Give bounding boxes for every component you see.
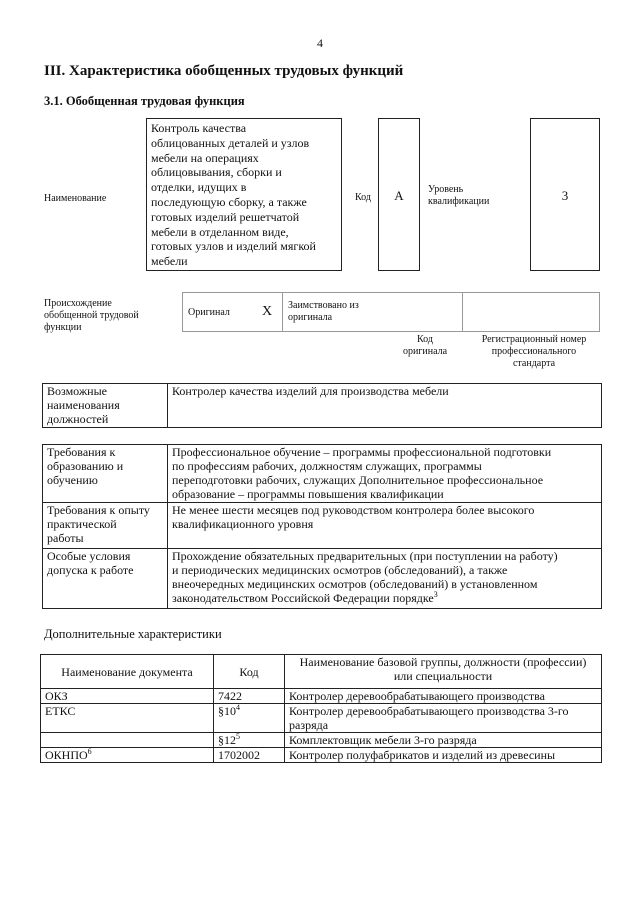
origin-label-2: обобщенной трудовой	[44, 310, 139, 321]
col-header-doc: Наименование документа	[41, 655, 214, 689]
origin-reg-caption-3: стандарта	[512, 358, 556, 369]
section-title: III. Характеристика обобщенных трудовых функций	[44, 63, 404, 79]
positions-label-3: должностей	[47, 412, 109, 426]
doc-name: ОКНПО	[45, 748, 88, 762]
req-conditions-label-2: допуска к работе	[47, 563, 134, 577]
name-cell	[285, 704, 602, 733]
req-education-line-3: переподготовки рабочих, служащих Дополнительное профессиональное	[172, 473, 544, 487]
origin-original-label: Оригинал	[188, 307, 230, 318]
doc-cell	[41, 689, 214, 704]
origin-code-caption-1: Код	[417, 334, 433, 345]
positions-value: Контролер качества изделий для производства мебели	[168, 384, 602, 428]
positions-label	[43, 384, 168, 428]
req-education-line-4: образование – программы повышения квалификации	[172, 487, 444, 501]
req-education-value	[168, 445, 602, 503]
doc-name: ЕТКС	[45, 704, 76, 718]
req-experience-label-1: Требования к опыту	[47, 503, 150, 517]
code-value: §10	[218, 704, 236, 718]
code-cell	[214, 748, 285, 763]
additional-title: Дополнительные характеристики	[44, 627, 222, 641]
code-value: §12	[218, 733, 236, 747]
col-header-name-1: Наименование базовой группы, должности (профессии)	[299, 655, 587, 669]
req-conditions-line-2: и периодических медицинских осмотров (обследований), а также	[172, 563, 508, 577]
gtf-name-line: последующую сборку, а также	[151, 194, 307, 209]
positions-table	[42, 383, 602, 428]
code-cell	[214, 704, 285, 733]
code-value: 7422	[218, 689, 242, 703]
gtf-level-label-2: квалификации	[428, 196, 490, 207]
col-header-code: Код	[214, 655, 285, 689]
origin-label-1: Происхождение	[44, 298, 112, 309]
name-line: Контролер деревообрабатывающего производства	[289, 689, 545, 703]
subsection-title: 3.1. Обобщенная трудовая функция	[44, 94, 245, 108]
req-conditions-label	[43, 549, 168, 609]
req-conditions-line-4-text: законодательством Российской Федерации порядке	[172, 591, 434, 605]
positions-label-1: Возможные	[47, 384, 107, 398]
doc-cell	[41, 733, 214, 748]
req-education-label-1: Требования к	[47, 445, 116, 459]
req-experience-line-1: Не менее шести месяцев под руководством контролера более высокого	[172, 503, 535, 517]
req-conditions-line-4	[172, 591, 597, 605]
name-cell	[285, 748, 602, 763]
col-header-name	[285, 655, 602, 689]
table-row	[41, 733, 602, 748]
req-education-label-2: образованию и	[47, 459, 124, 473]
table-row	[41, 704, 602, 733]
name-line: разряда	[289, 718, 329, 732]
req-experience-value	[168, 503, 602, 549]
req-conditions-label-1: Особые условия	[47, 549, 131, 563]
gtf-name-box	[146, 118, 342, 271]
code-footnote: 4	[236, 703, 240, 712]
req-education-label	[43, 445, 168, 503]
gtf-name-line: мебели	[151, 254, 188, 269]
gtf-name-line: готовых узлов и изделий мягкой	[151, 239, 316, 254]
requirements-table	[42, 444, 602, 609]
origin-code-caption-2: оригинала	[402, 346, 448, 357]
gtf-name-line: облицовывания, сборки и	[151, 165, 282, 180]
table-row	[41, 748, 602, 763]
gtf-level-box	[530, 118, 600, 271]
name-cell	[285, 733, 602, 748]
gtf-name-text	[151, 121, 316, 269]
doc-cell	[41, 704, 214, 733]
gtf-name-line: готовых изделий решетчатой	[151, 209, 300, 224]
additional-table	[40, 654, 602, 763]
req-conditions-line-1: Прохождение обязательных предварительных (при поступлении на работу)	[172, 549, 558, 563]
code-footnote: 5	[236, 732, 240, 741]
origin-divider-1	[282, 292, 283, 332]
gtf-code-box	[378, 118, 420, 271]
req-education-line-2: по профессиям рабочих, должностям служащих, программы	[172, 459, 482, 473]
gtf-name-line: отделки, идущих в	[151, 180, 247, 195]
positions-label-2: наименования	[47, 398, 120, 412]
gtf-name-line: Контроль качества	[151, 121, 247, 135]
gtf-name-line: мебели на операциях	[151, 150, 259, 165]
code-cell	[214, 733, 285, 748]
origin-label-3: функции	[44, 322, 82, 333]
req-education-line-1: Профессиональное обучение – программы профессиональной подготовки	[172, 445, 552, 459]
doc-cell	[41, 748, 214, 763]
code-value: 1702002	[218, 748, 260, 762]
gtf-name-label: Наименование	[44, 193, 107, 204]
gtf-name-line: облицованных деталей и узлов	[151, 135, 310, 150]
origin-reg-caption-2: профессионального	[491, 346, 577, 357]
origin-borrowed-1: Заимствовано из	[288, 300, 359, 311]
origin-original-mark: X	[262, 304, 273, 319]
name-line: Контролер полуфабрикатов и изделий из древесины	[289, 748, 556, 762]
req-experience-label-3: работы	[47, 531, 84, 545]
gtf-code-label: Код	[355, 192, 371, 203]
col-header-name-2: или специальности	[393, 669, 493, 683]
req-conditions-value	[168, 549, 602, 609]
doc-footnote: 6	[87, 747, 92, 756]
gtf-code-value: А	[394, 188, 404, 203]
req-experience-label-2: практической	[47, 517, 117, 531]
gtf-level-value: 3	[561, 188, 569, 203]
req-experience-line-2: квалификационного уровня	[172, 517, 314, 531]
req-conditions-line-3: внеочередных медицинских осмотров (обследований) в установленном	[172, 577, 538, 591]
code-cell	[214, 689, 285, 704]
table-row	[41, 689, 602, 704]
origin-reg-caption-1: Регистрационный номер	[481, 334, 587, 345]
gtf-name-line: мебели в отделанном виде,	[151, 224, 289, 239]
name-line: Комплектовщик мебели 3-го разряда	[289, 733, 477, 747]
origin-divider-2	[462, 292, 463, 332]
name-cell	[285, 689, 602, 704]
req-experience-label	[43, 503, 168, 549]
name-line: Контролер деревообрабатывающего производства 3-го	[289, 704, 569, 718]
gtf-level-label-1: Уровень	[428, 184, 464, 195]
req-education-label-3: обучению	[47, 473, 98, 487]
origin-row	[182, 292, 600, 332]
footnote-marker: 3	[433, 590, 438, 599]
additional-rows	[41, 689, 602, 763]
origin-borrowed-2: оригинала	[288, 312, 333, 323]
doc-name: ОКЗ	[45, 689, 68, 703]
page-number: 4	[317, 36, 323, 50]
